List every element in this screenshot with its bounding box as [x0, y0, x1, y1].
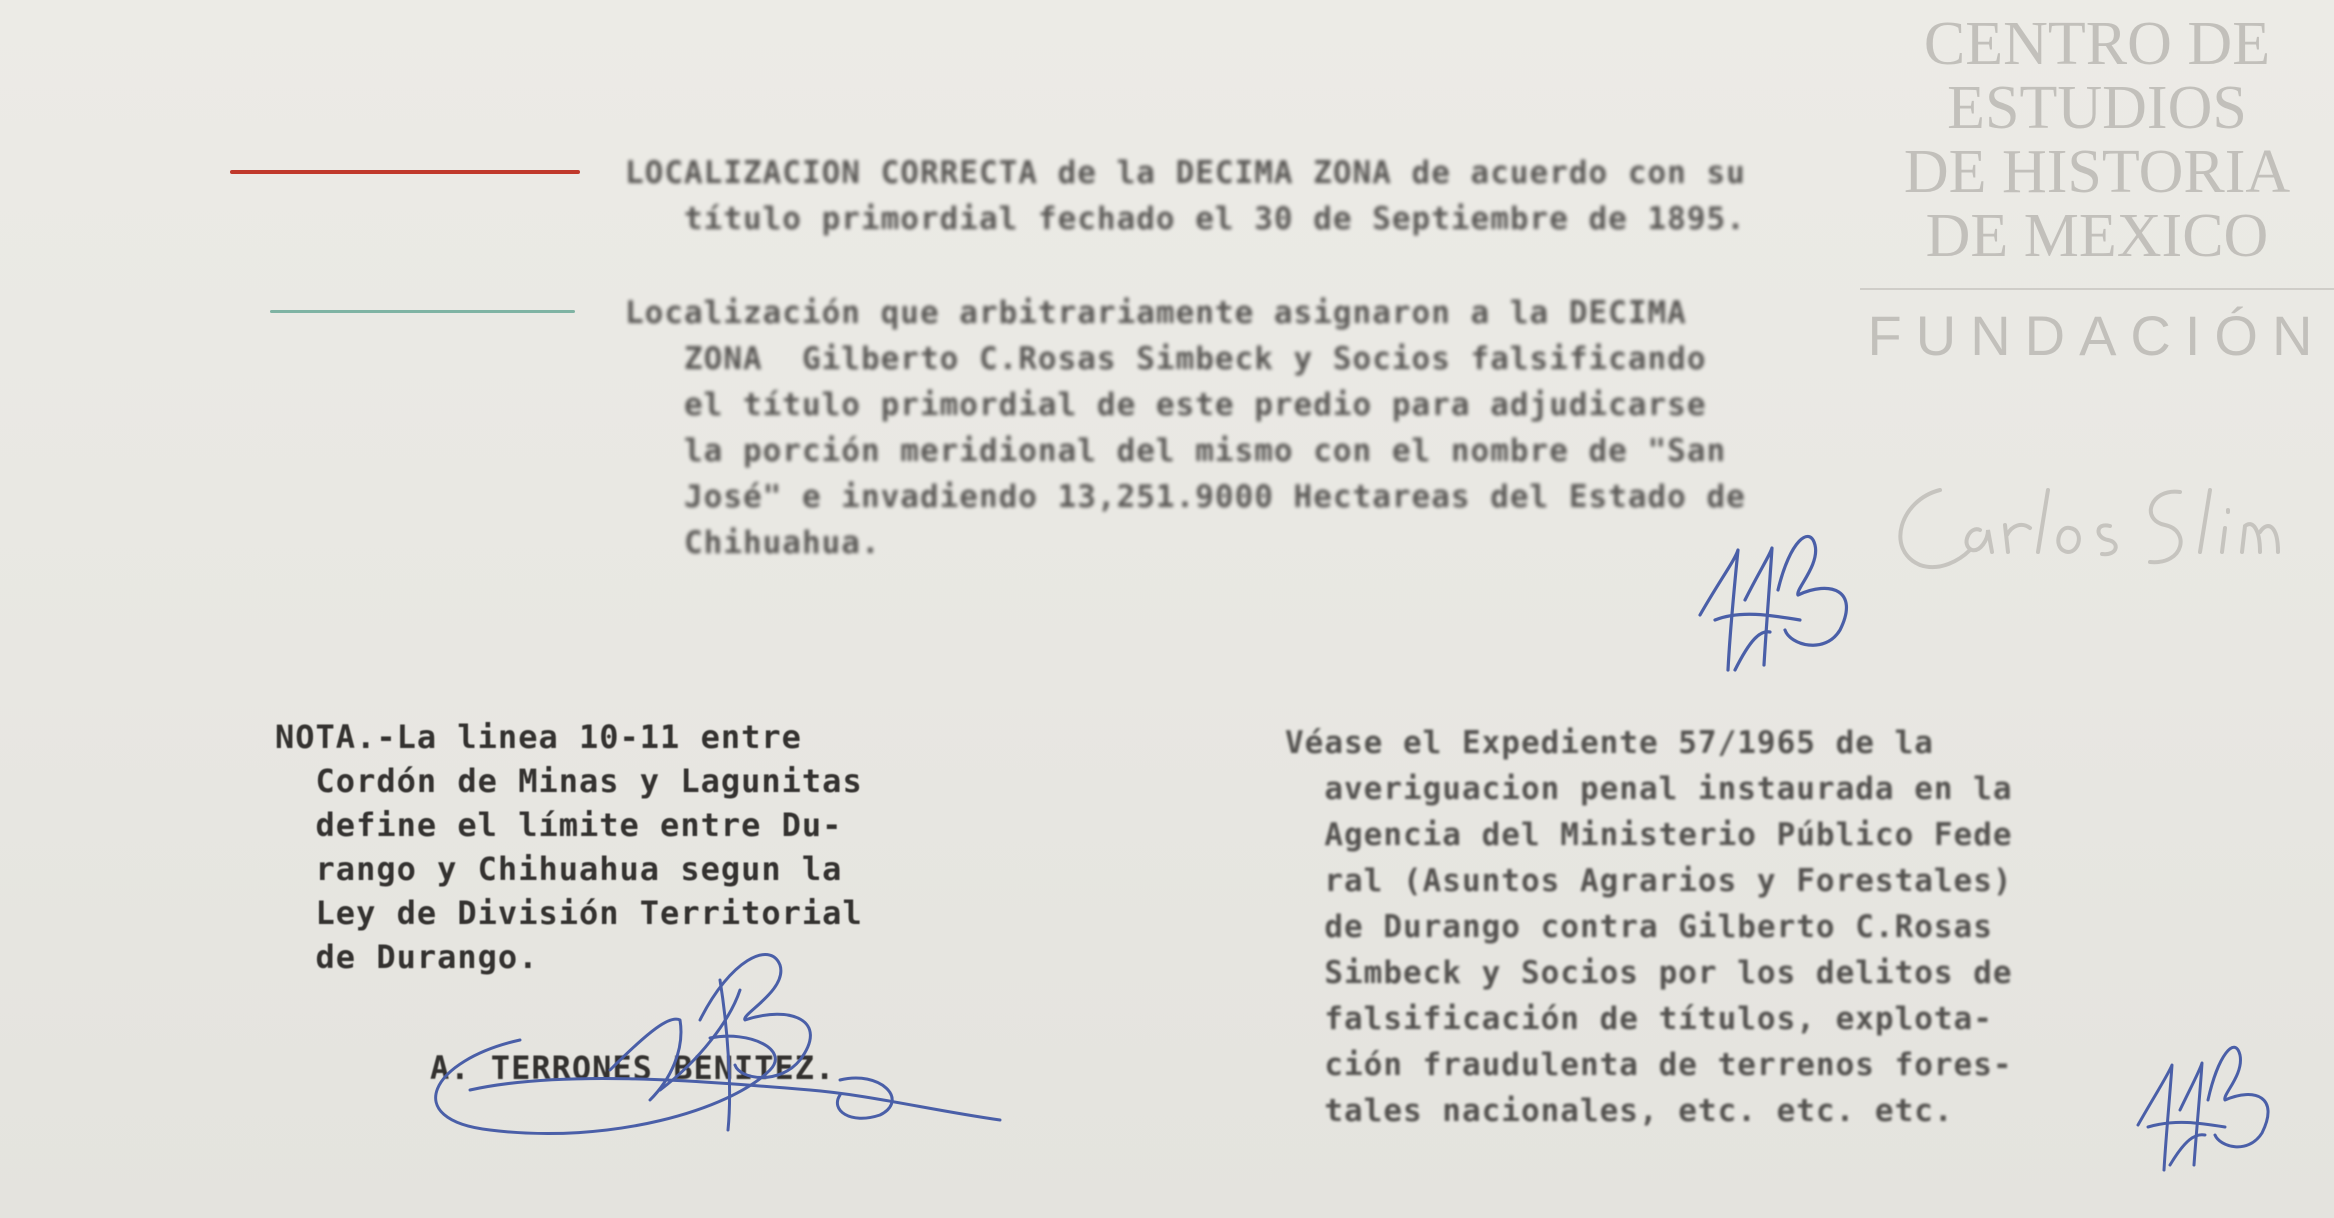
watermark-line-4: DE MEXICO: [1925, 202, 2269, 270]
green-legend-line: [270, 310, 575, 313]
boundary-note: NOTA.-La linea 10-11 entre Cordón de Minas y Lagunitas define el límite entre Du- rango y Chihuahua segun la Ley de División Territorial de Durango.: [275, 718, 863, 976]
carlos-slim-signature-icon: [1880, 470, 2320, 590]
signer-name: A. TERRONES BENITEZ.: [430, 1049, 836, 1087]
watermark-line-2: ESTUDIOS: [1947, 74, 2247, 142]
case-reference-note: Véase el Expediente 57/1965 de la averiguacion penal instaurada en la Agencia del Ministerio Público Fede ral (Asuntos Agrarios y Forestales) de Durango contra Gilberto C.Rosas Simbeck y Socios por los delitos de falsificación de títulos, explota- ción fraudulenta de terrenos fores- tales nacionales, etc. etc. etc.: [1285, 725, 2013, 1129]
full-signature-icon: [410, 920, 1010, 1150]
watermark-divider: [1860, 288, 2334, 290]
watermark-line-3: DE HISTORIA: [1903, 138, 2291, 206]
initials-signature-icon: [1690, 520, 1880, 690]
watermark-line-1: CENTRO DE: [1923, 10, 2271, 78]
arbitrary-location-legend: Localización que arbitrariamente asignaron a la DECIMA ZONA Gilberto C.Rosas Simbeck y Socios falsificando el título primordial de este predio para adjudicarse la porción meridional del mismo con el nombre de "San José" e invadiendo 13,251.9000 Hectareas del Estado de Chihuahua.: [625, 295, 1746, 561]
watermark-foundation: FUNDACIÓN: [1867, 304, 2327, 367]
red-legend-line: [230, 170, 580, 174]
correct-location-legend: LOCALIZACION CORRECTA de la DECIMA ZONA de acuerdo con su título primordial fechado el 30 de Septiembre de 1895.: [625, 155, 1746, 237]
archive-watermark: [1860, 12, 2334, 368]
initials-signature-icon: [2130, 1015, 2290, 1175]
